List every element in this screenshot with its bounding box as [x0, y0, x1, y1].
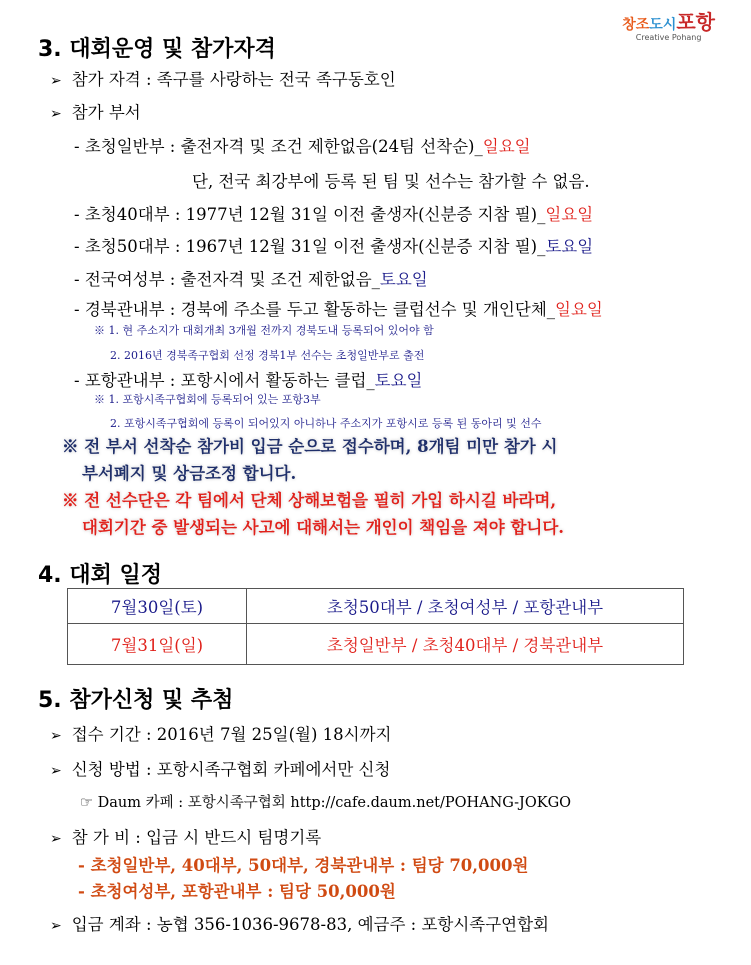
- arrow-bullet-icon: ➢: [50, 831, 62, 847]
- division-day: 일요일: [482, 137, 531, 156]
- division-text: - 포항관내부 : 포항시에서 활동하는 클럽_: [74, 371, 375, 390]
- schedule-divisions: 초청50대부 / 초청여성부 / 포항관내부: [247, 589, 684, 624]
- divisions-label-line: [50, 99, 141, 123]
- caveat-text: 단, 전국 최강부에 등록 된 팀 및 선수는 참가할 수 없음.: [192, 172, 590, 191]
- division-day: 일요일: [545, 205, 594, 224]
- arrow-bullet-icon: ➢: [50, 763, 62, 779]
- logo-part3: 포항: [676, 10, 715, 34]
- qualification-text: 참가 자격 : 족구를 사랑하는 전국 족구동호인: [71, 70, 396, 89]
- section3-title: 3. 대회운영 및 참가자격: [38, 37, 276, 62]
- account-line: [50, 911, 549, 935]
- division-day: 토요일: [545, 237, 594, 256]
- pohang-note-2: 2. 포항시족구협회에 등록이 되어있지 아니하나 주소지가 포항시로 등록 된 동아리 및 선수: [110, 417, 542, 430]
- notice-first-come-line1: ※ 전 부서 선착순 참가비 입금 순으로 접수하며, 8개팀 미만 참가 시: [62, 437, 558, 456]
- division-40s: [74, 201, 593, 225]
- schedule-divisions: 초청일반부 / 초청40대부 / 경북관내부: [247, 624, 684, 665]
- period-text: 접수 기간 : 2016년 7월 25일(월) 18시까지: [71, 725, 392, 744]
- arrow-bullet-icon: ➢: [50, 728, 62, 744]
- qualification-line: [50, 66, 396, 90]
- division-50s: [74, 233, 593, 257]
- gyeongbuk-note-1: ※ 1. 현 주소지가 대회개최 3개월 전까지 경북도내 등록되어 있어야 함: [94, 324, 434, 337]
- division-general-caveat: [192, 168, 590, 192]
- logo-part2: 도시: [649, 17, 677, 33]
- logo-part1: 창조: [622, 17, 650, 33]
- fee-line-70000: - 초청일반부, 40대부, 50대부, 경북관내부 : 팀당 70,000원: [78, 856, 529, 875]
- divisions-label: 참가 부서: [71, 103, 141, 122]
- method-line: [50, 756, 390, 780]
- division-text: - 전국여성부 : 출전자격 및 조건 제한없음_: [74, 270, 380, 289]
- notice-insurance-line2: 대회기간 중 발생되는 사고에 대해서는 개인이 책임을 져야 합니다.: [82, 518, 565, 537]
- arrow-bullet-icon: ➢: [50, 918, 62, 934]
- division-women: [74, 266, 428, 290]
- division-pohang: [74, 367, 422, 391]
- table-row: [68, 624, 684, 665]
- division-day: 토요일: [379, 270, 428, 289]
- cafe-link-line[interactable]: ☞ Daum 카페 : 포항시족구협회 http://cafe.daum.net/POHANG-JOKGO: [80, 795, 572, 811]
- division-general: [74, 133, 531, 157]
- section4-title: 4. 대회 일정: [38, 563, 162, 588]
- logo-subtitle: Creative Pohang: [635, 33, 702, 42]
- division-day: 일요일: [555, 300, 603, 319]
- division-text: - 초청50대부 : 1967년 12월 31일 이전 출생자(신분증 지참 필)_: [74, 237, 546, 256]
- gyeongbuk-note-2: 2. 2016년 경북족구협회 선정 경북1부 선수는 초청일반부로 출전: [110, 349, 425, 362]
- division-text: - 초청40대부 : 1977년 12월 31일 이전 출생자(신분증 지참 필)_: [74, 205, 546, 224]
- pohang-note-1: ※ 1. 포항시족구협회에 등록되어 있는 포항3부: [94, 393, 321, 406]
- fee-line: [50, 824, 321, 848]
- division-gyeongbuk: [74, 296, 603, 320]
- schedule-table: [67, 588, 684, 665]
- schedule-date: 7월31일(일): [68, 624, 247, 665]
- schedule-date: 7월30일(토): [68, 589, 247, 624]
- notice-first-come-line2: 부서폐지 및 상금조정 합니다.: [82, 464, 297, 483]
- section5-title: 5. 참가신청 및 추첨: [38, 688, 234, 713]
- arrow-bullet-icon: ➢: [50, 73, 62, 89]
- notice-insurance-line1: ※ 전 선수단은 각 팀에서 단체 상해보험을 필히 가입 하시길 바라며,: [62, 491, 557, 510]
- arrow-bullet-icon: ➢: [50, 106, 62, 122]
- table-row: [68, 589, 684, 624]
- division-day: 토요일: [374, 371, 423, 390]
- division-text: - 경북관내부 : 경북에 주소를 두고 활동하는 클럽선수 및 개인단체_: [74, 300, 556, 319]
- logo-text: [622, 6, 715, 35]
- method-text: 신청 방법 : 포항시족구협회 카페에서만 신청: [71, 760, 391, 779]
- division-text: - 초청일반부 : 출전자격 및 조건 제한없음(24팀 선착순)_: [74, 137, 483, 156]
- account-text: 입금 계좌 : 농협 356-1036-9678-83, 예금주 : 포항시족구연합회: [71, 915, 549, 934]
- fee-label: 참 가 비 : 입금 시 반드시 팀명기록: [71, 828, 322, 847]
- period-line: [50, 721, 391, 745]
- fee-line-50000: - 초청여성부, 포항관내부 : 팀당 50,000원: [78, 882, 396, 901]
- pohang-logo: [622, 6, 715, 42]
